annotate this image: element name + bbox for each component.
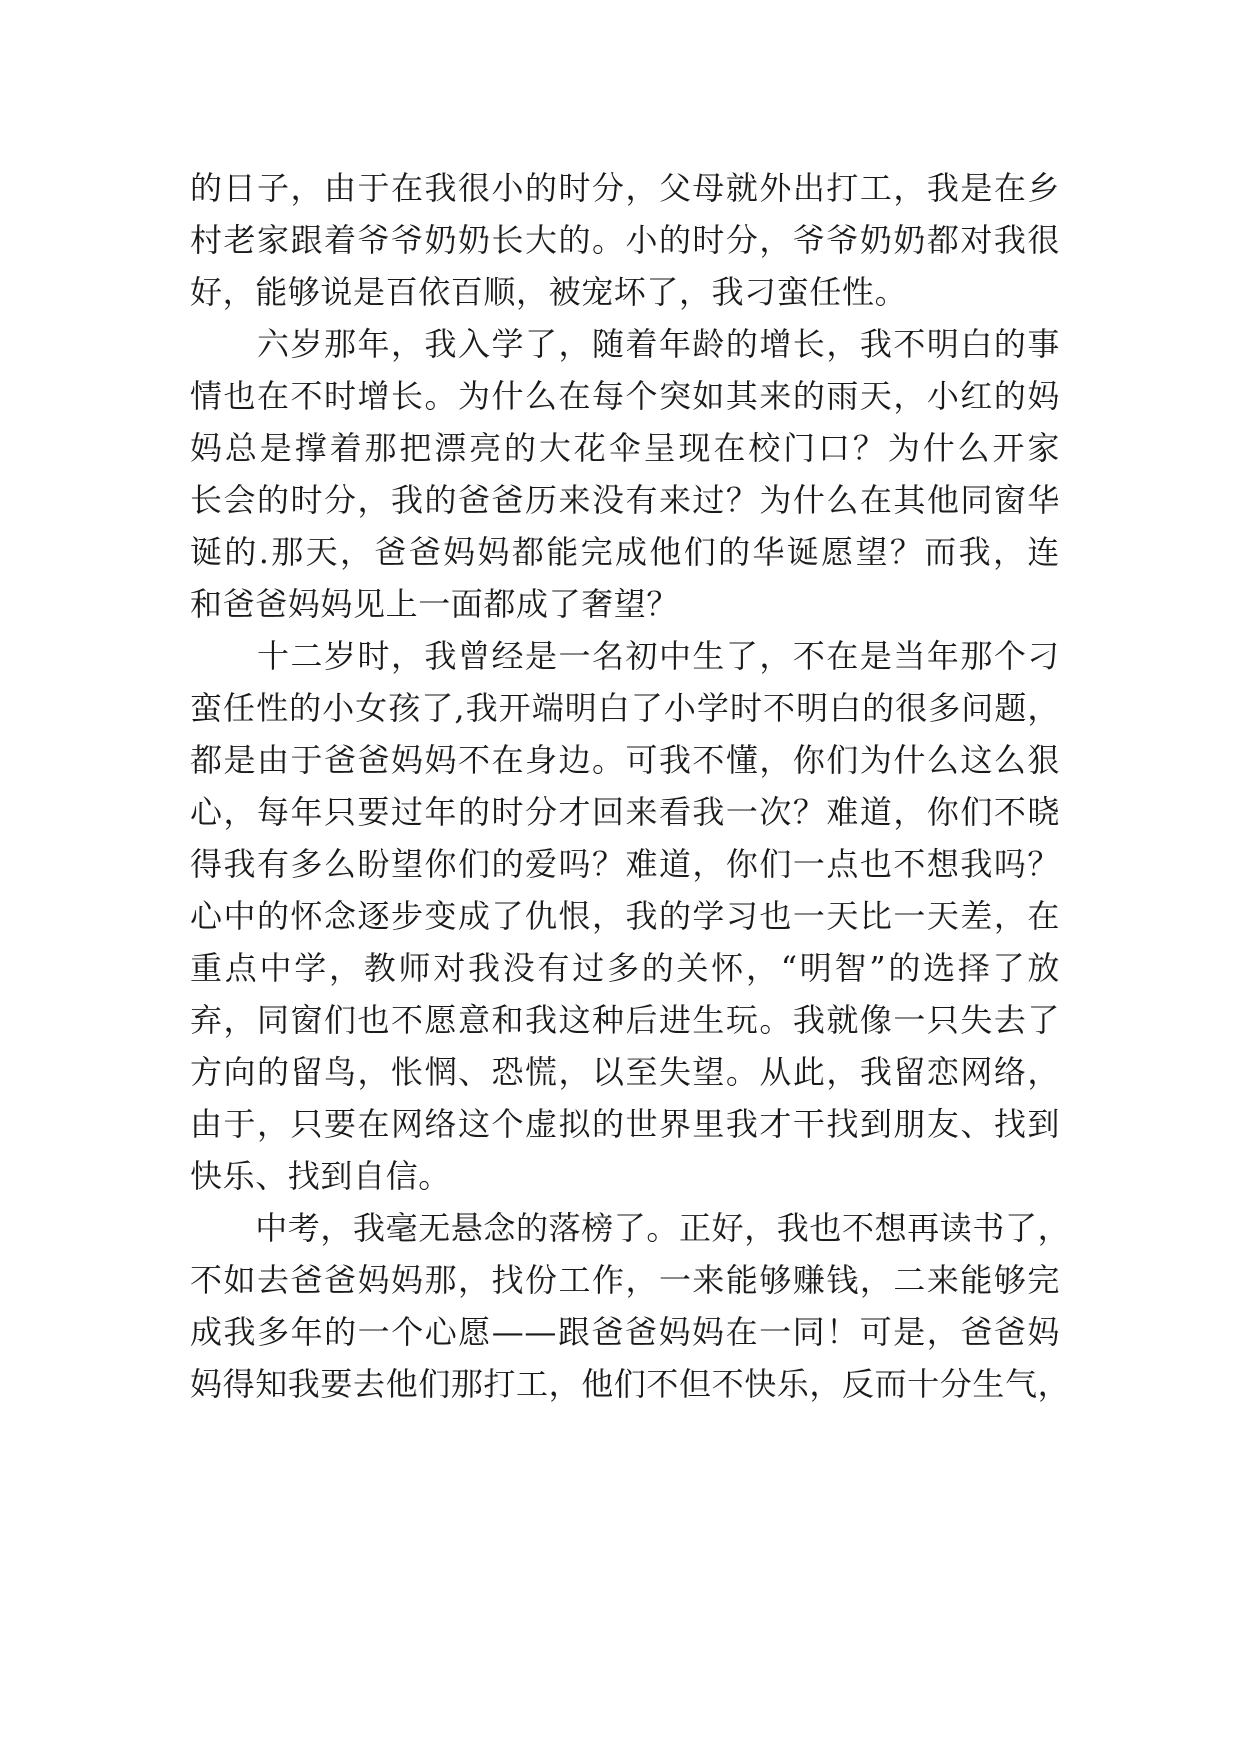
text-line: 不如去爸爸妈妈那，找份工作，一来能够赚钱，二来能够完 — [190, 1261, 1060, 1299]
text-line: 十二岁时，我曾经是一名初中生了，不在是当年那个刁 — [190, 637, 1060, 675]
text-line: 的日子，由于在我很小的时分，父母就外出打工，我是在乡 — [190, 169, 1060, 207]
text-line: 心，每年只要过年的时分才回来看我一次？难道，你们不晓 — [190, 793, 1060, 831]
text-line: 中考，我毫无悬念的落榜了。正好，我也不想再读书了， — [190, 1209, 1071, 1247]
text-line: 好，能够说是百依百顺，被宠坏了，我刁蛮任性。 — [190, 273, 908, 311]
text-line: 成我多年的一个心愿——跟爸爸妈妈在一同！可是，爸爸妈 — [190, 1313, 1060, 1351]
text-line: 得我有多么盼望你们的爱吗？难道，你们一点也不想我吗？ — [190, 845, 1060, 883]
text-line: 长会的时分，我的爸爸历来没有来过？为什么在其他同窗华 — [190, 481, 1060, 519]
text-line: 蛮任性的小女孩了,我开端明白了小学时不明白的很多问题， — [190, 689, 1060, 727]
text-line: 村老家跟着爷爷奶奶长大的。小的时分，爷爷奶奶都对我很 — [190, 221, 1060, 259]
text-line: 妈得知我要去他们那打工，他们不但不快乐，反而十分生气， — [190, 1365, 1071, 1403]
document-body — [190, 162, 1071, 1410]
text-line: 由于，只要在网络这个虚拟的世界里我才干找到朋友、找到 — [190, 1105, 1060, 1143]
text-line: 诞的.那天，爸爸妈妈都能完成他们的华诞愿望？而我，连 — [190, 533, 1060, 571]
text-line: 妈总是撑着那把漂亮的大花伞呈现在校门口？为什么开家 — [190, 429, 1060, 467]
text-line: 情也在不时增长。为什么在每个突如其来的雨天，小红的妈 — [190, 377, 1060, 415]
text-line: 和爸爸妈妈见上一面都成了奢望？ — [190, 585, 680, 623]
text-line: 都是由于爸爸妈妈不在身边。可我不懂，你们为什么这么狠 — [190, 741, 1060, 779]
text-line: 快乐、找到自信。 — [190, 1157, 451, 1195]
text-line: 心中的怀念逐步变成了仇恨，我的学习也一天比一天差，在 — [190, 897, 1060, 935]
text-line: 六岁那年，我入学了，随着年龄的增长，我不明白的事 — [190, 325, 1060, 363]
text-line: 重点中学，教师对我没有过多的关怀，“明智”的选择了放 — [190, 949, 1060, 987]
text-line: 方向的留鸟，怅惘、恐慌，以至失望。从此，我留恋网络， — [190, 1053, 1060, 1091]
text-line: 弃，同窗们也不愿意和我这种后进生玩。我就像一只失去了 — [190, 1001, 1060, 1039]
